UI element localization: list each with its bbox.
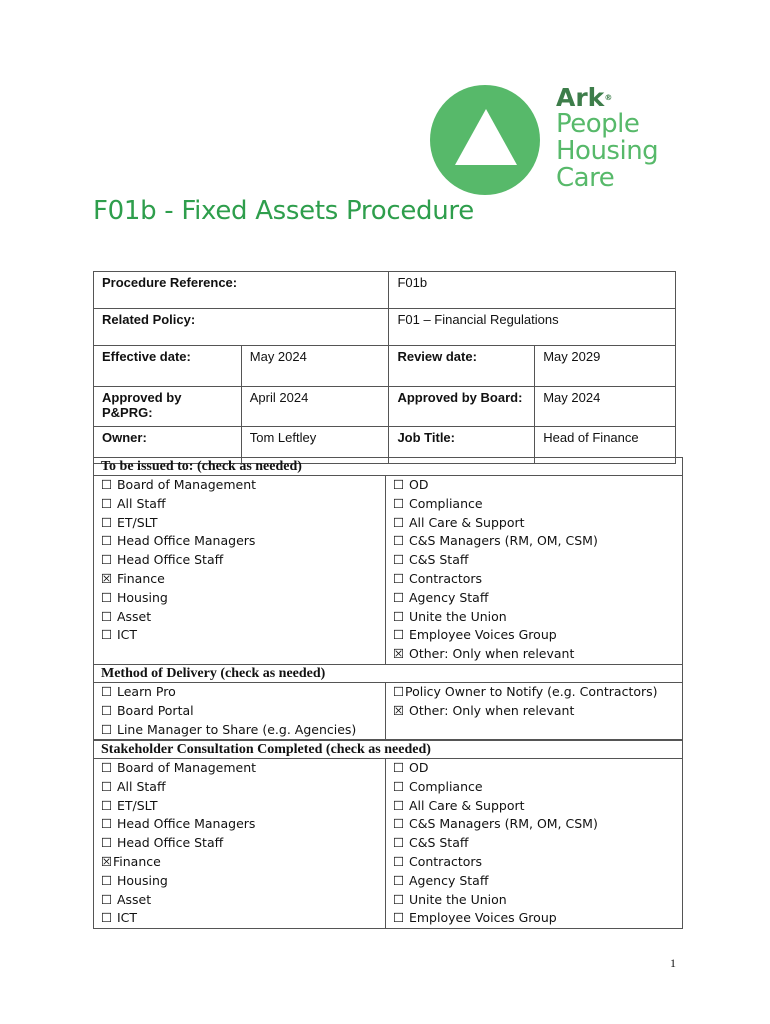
- checkbox-icon: ☐: [101, 684, 113, 699]
- checkbox-icon: ☐: [393, 872, 405, 888]
- checkbox-other[interactable]: ☒ Other: Only when relevant: [393, 645, 675, 664]
- checkbox-checked-icon: ☒: [101, 570, 113, 586]
- checkbox-contractors[interactable]: ☐ Contractors: [393, 853, 675, 872]
- delivery-section: [93, 664, 683, 740]
- checkbox-icon: ☐: [393, 684, 405, 699]
- checkbox-agency-staff[interactable]: ☐ Agency Staff: [393, 589, 675, 608]
- checkbox-asset[interactable]: ☐ Asset: [101, 608, 378, 627]
- checkbox-icon: ☐: [393, 760, 405, 775]
- checkbox-icon: ☐: [393, 835, 405, 851]
- checkbox-agency-staff[interactable]: ☐ Agency Staff: [393, 872, 675, 891]
- approved-prg-label: Approved by P&PRG:: [94, 387, 242, 427]
- checkbox-icon: ☐: [101, 702, 113, 718]
- consultation-body: [93, 758, 683, 929]
- checkbox-icon: ☐: [393, 552, 405, 568]
- delivery-heading: Method of Delivery (check as needed): [93, 664, 683, 682]
- logo-circle: [430, 85, 540, 195]
- checkbox-icon: ☐: [101, 778, 113, 794]
- issued-to-body: [93, 475, 683, 665]
- logo-word-care: Care: [556, 163, 615, 193]
- checkbox-compliance[interactable]: ☐ Compliance: [393, 778, 675, 797]
- checkbox-et-slt[interactable]: ☐ ET/SLT: [101, 514, 378, 533]
- checkbox-all-care-support[interactable]: ☐ All Care & Support: [393, 514, 675, 533]
- checkbox-icon: ☐: [101, 514, 113, 530]
- procedure-reference-value: F01b: [389, 272, 676, 309]
- checkbox-employee-voices-group[interactable]: ☐ Employee Voices Group: [393, 626, 675, 645]
- related-policy-label: Related Policy:: [94, 309, 389, 346]
- checkbox-ict[interactable]: ☐ ICT: [101, 909, 378, 928]
- owner-value: Tom Leftley: [241, 427, 389, 464]
- checkbox-board-of-management[interactable]: ☐ Board of Management: [101, 759, 378, 778]
- checkbox-icon: ☐: [101, 552, 113, 568]
- checkbox-finance[interactable]: ☒Finance: [101, 853, 378, 872]
- job-title-value: Head of Finance: [535, 427, 676, 464]
- approved-board-value: May 2024: [535, 387, 676, 427]
- checkbox-policy-owner-notify[interactable]: ☐Policy Owner to Notify (e.g. Contractors): [393, 683, 675, 702]
- checkbox-checked-icon: ☒: [393, 702, 405, 718]
- delivery-body: [93, 682, 683, 740]
- checkbox-compliance[interactable]: ☐ Compliance: [393, 495, 675, 514]
- checkbox-icon: ☐: [101, 891, 113, 907]
- consultation-right-column: [386, 759, 682, 928]
- checkbox-head-office-staff[interactable]: ☐ Head Office Staff: [101, 551, 378, 570]
- page-title: F01b - Fixed Assets Procedure: [93, 196, 474, 226]
- table-row: [94, 309, 676, 346]
- checkbox-icon: ☐: [101, 721, 113, 737]
- checkbox-head-office-staff[interactable]: ☐ Head Office Staff: [101, 834, 378, 853]
- checkbox-icon: ☐: [393, 495, 405, 511]
- procedure-info-table: [93, 271, 676, 464]
- checkbox-icon: ☐: [101, 477, 113, 492]
- checkbox-icon: ☐: [393, 910, 405, 926]
- page-number: 1: [670, 956, 676, 970]
- consultation-section: [93, 740, 683, 929]
- checkbox-other-delivery[interactable]: ☒ Other: Only when relevant: [393, 702, 675, 721]
- checkbox-icon: ☐: [393, 853, 405, 869]
- checkbox-icon: ☐: [101, 760, 113, 775]
- table-row: [94, 272, 676, 309]
- owner-label: Owner:: [94, 427, 242, 464]
- logo-word-housing: Housing: [556, 136, 659, 166]
- checkbox-icon: ☐: [101, 816, 113, 832]
- checkbox-et-slt[interactable]: ☐ ET/SLT: [101, 797, 378, 816]
- logo-wordmark: [556, 85, 686, 192]
- checkbox-finance[interactable]: ☒ Finance: [101, 570, 378, 589]
- effective-date-label: Effective date:: [94, 346, 242, 387]
- procedure-reference-label: Procedure Reference:: [94, 272, 389, 309]
- checkbox-icon: ☐: [393, 778, 405, 794]
- related-policy-value: F01 – Financial Regulations: [389, 309, 676, 346]
- checkbox-board-of-management[interactable]: ☐ Board of Management: [101, 476, 378, 495]
- approved-prg-value: April 2024: [241, 387, 389, 427]
- checkbox-icon: ☐: [101, 495, 113, 511]
- checkbox-cs-staff[interactable]: ☐ C&S Staff: [393, 551, 675, 570]
- checkbox-board-portal[interactable]: ☐ Board Portal: [101, 702, 378, 721]
- checkbox-icon: ☐: [101, 533, 113, 549]
- checkbox-icon: ☐: [393, 816, 405, 832]
- checkbox-housing[interactable]: ☐ Housing: [101, 872, 378, 891]
- logo-brand: Ark®: [556, 83, 613, 112]
- delivery-left-column: [94, 683, 386, 739]
- checkbox-learn-pro[interactable]: ☐ Learn Pro: [101, 683, 378, 702]
- checkbox-asset[interactable]: ☐ Asset: [101, 891, 378, 910]
- consultation-heading: Stakeholder Consultation Completed (check as needed): [93, 740, 683, 758]
- checkbox-od[interactable]: ☐ OD: [393, 476, 675, 495]
- checkbox-icon: ☐: [393, 627, 405, 643]
- review-date-label: Review date:: [389, 346, 535, 387]
- checkbox-cs-managers[interactable]: ☐ C&S Managers (RM, OM, CSM): [393, 532, 675, 551]
- checkbox-contractors[interactable]: ☐ Contractors: [393, 570, 675, 589]
- checkbox-line-manager-share[interactable]: ☐ Line Manager to Share (e.g. Agencies): [101, 721, 378, 740]
- checkbox-icon: ☐: [101, 608, 113, 624]
- review-date-value: May 2029: [535, 346, 676, 387]
- checkbox-checked-icon: ☒: [393, 646, 405, 662]
- delivery-right-column: [386, 683, 682, 739]
- checkbox-icon: ☐: [101, 797, 113, 813]
- checkbox-od[interactable]: ☐ OD: [393, 759, 675, 778]
- checkbox-all-staff[interactable]: ☐ All Staff: [101, 778, 378, 797]
- checkbox-icon: ☐: [393, 533, 405, 549]
- checkbox-housing[interactable]: ☐ Housing: [101, 589, 378, 608]
- checkbox-cs-staff[interactable]: ☐ C&S Staff: [393, 834, 675, 853]
- issued-to-heading: To be issued to: (check as needed): [93, 457, 683, 475]
- checkbox-icon: ☐: [393, 570, 405, 586]
- consultation-left-column: [94, 759, 386, 928]
- checkbox-cs-managers[interactable]: ☐ C&S Managers (RM, OM, CSM): [393, 815, 675, 834]
- triangle-icon: [455, 109, 517, 165]
- checkbox-icon: ☐: [101, 872, 113, 888]
- checkbox-icon: ☐: [393, 797, 405, 813]
- table-row: [94, 387, 676, 427]
- checkbox-head-office-managers[interactable]: ☐ Head Office Managers: [101, 815, 378, 834]
- checkbox-all-care-support[interactable]: ☐ All Care & Support: [393, 797, 675, 816]
- checkbox-head-office-managers[interactable]: ☐ Head Office Managers: [101, 532, 378, 551]
- ark-logo: [430, 85, 680, 197]
- checkbox-ict[interactable]: ☐ ICT: [101, 626, 378, 645]
- job-title-label: Job Title:: [389, 427, 535, 464]
- checkbox-unite-the-union[interactable]: ☐ Unite the Union: [393, 608, 675, 627]
- checkbox-icon: ☐: [393, 608, 405, 624]
- logo-word-people: People: [556, 109, 640, 139]
- checkbox-all-staff[interactable]: ☐ All Staff: [101, 495, 378, 514]
- effective-date-value: May 2024: [241, 346, 389, 387]
- approved-board-label: Approved by Board:: [389, 387, 535, 427]
- checkbox-employee-voices-group[interactable]: ☐ Employee Voices Group: [393, 909, 675, 928]
- table-row: [94, 346, 676, 387]
- checkbox-icon: ☐: [393, 477, 405, 492]
- checkbox-icon: ☐: [393, 514, 405, 530]
- issued-to-right-column: [386, 476, 682, 664]
- checkbox-icon: ☐: [393, 891, 405, 907]
- checkbox-icon: ☐: [101, 835, 113, 851]
- checkbox-unite-the-union[interactable]: ☐ Unite the Union: [393, 891, 675, 910]
- checkbox-icon: ☐: [393, 589, 405, 605]
- issued-to-left-column: [94, 476, 386, 664]
- checkbox-icon: ☐: [101, 627, 113, 643]
- checkbox-checked-icon: ☒: [101, 853, 113, 869]
- checkbox-icon: ☐: [101, 589, 113, 605]
- checkbox-icon: ☐: [101, 910, 113, 926]
- issued-to-section: [93, 457, 683, 665]
